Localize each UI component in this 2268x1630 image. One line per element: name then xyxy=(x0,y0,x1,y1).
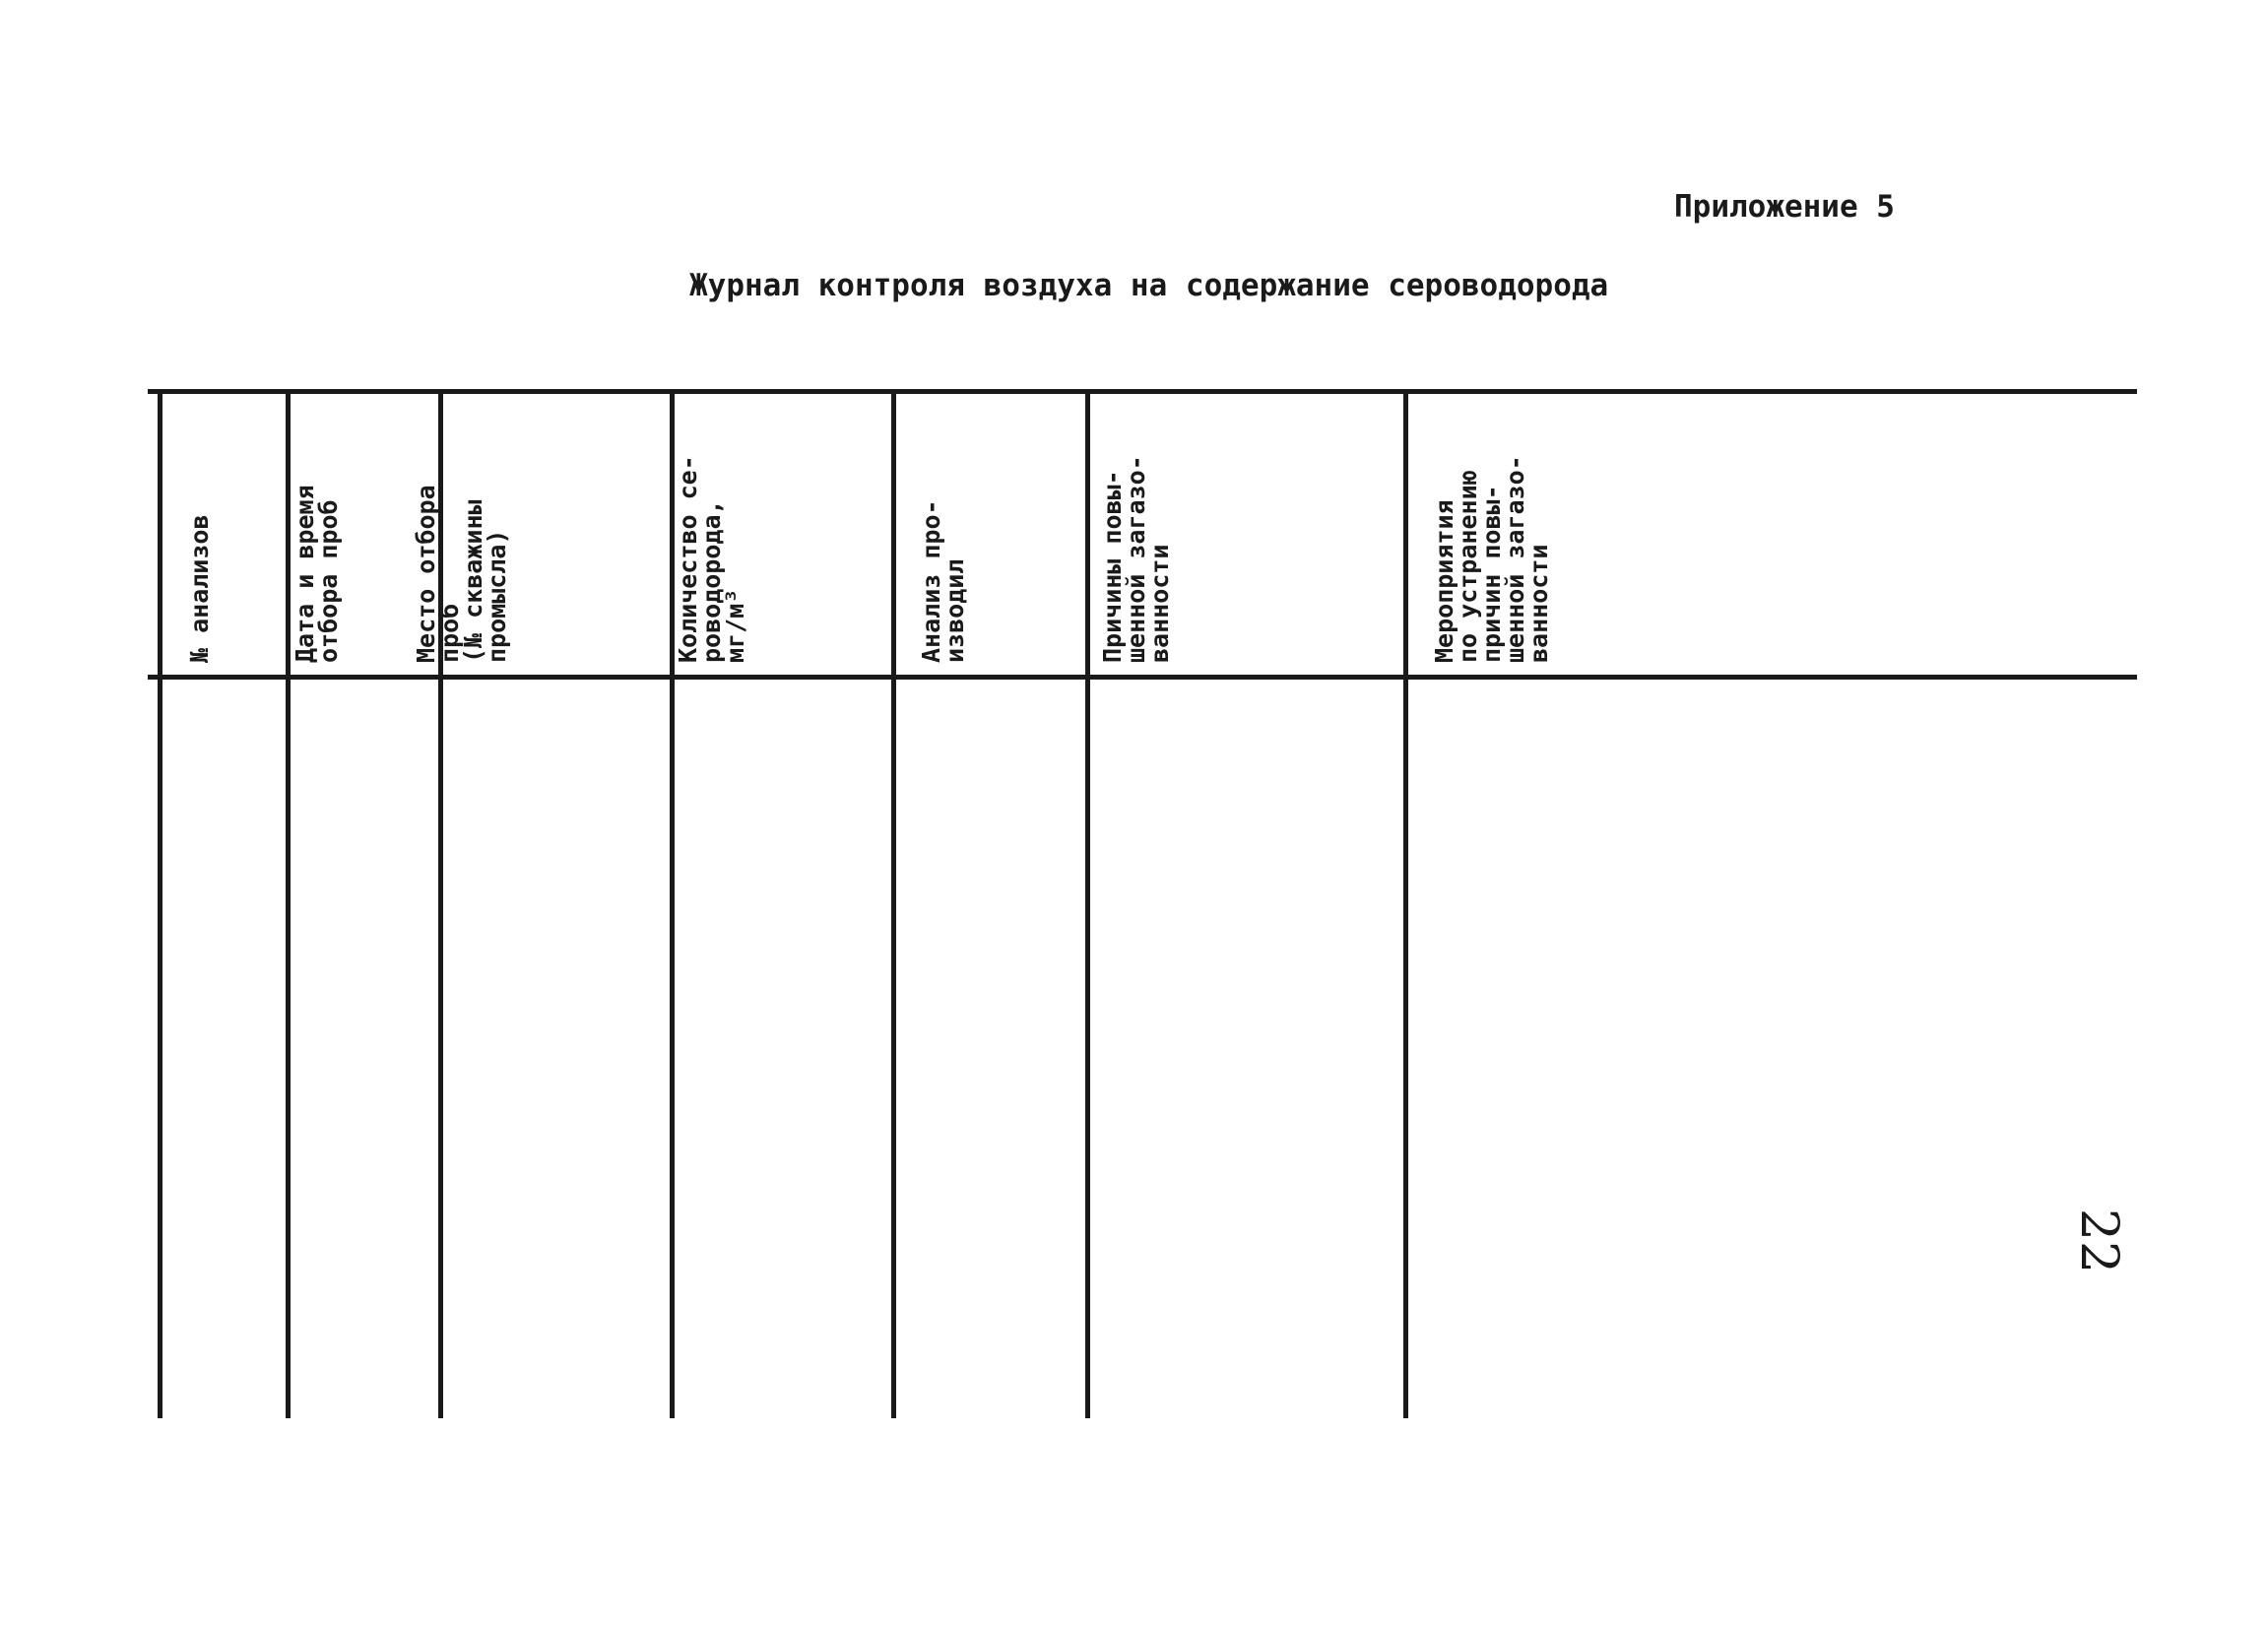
column-header-analyst xyxy=(896,397,1085,673)
header-line: Дата и время xyxy=(291,485,319,663)
header-line: шенной загазо- xyxy=(1122,455,1150,663)
header-line: Мероприятия xyxy=(1430,499,1458,663)
header-line: Количество се- xyxy=(674,455,702,663)
header-line: роводорода, xyxy=(697,499,726,663)
column-header-h2s-amount xyxy=(675,397,891,673)
header-line: ванности xyxy=(1145,544,1174,663)
header-line: шенной загазо- xyxy=(1501,455,1529,663)
document-title: Журнал контроля воздуха на содержание сероводорода xyxy=(689,268,1609,303)
journal-table xyxy=(148,389,2137,1418)
header-line: причин повы- xyxy=(1477,485,1506,663)
header-line: изводил xyxy=(940,558,969,663)
header-line: Место отбора xyxy=(412,485,440,663)
header-line: Анализ про- xyxy=(917,499,945,663)
appendix-label: Приложение 5 xyxy=(1674,189,1895,225)
header-line: № анализов xyxy=(185,514,214,663)
page-number: 22 xyxy=(2069,1207,2129,1274)
header-line: по устранению xyxy=(1454,470,1482,663)
header-line: мг/м³ xyxy=(721,588,749,663)
header-line: Причины повы- xyxy=(1098,470,1127,663)
column-header-sampling-place xyxy=(412,397,670,673)
table-header-divider xyxy=(148,675,2137,680)
column-header-measures xyxy=(1408,397,2137,673)
header-line: проб xyxy=(435,603,464,663)
column-header-analysis-number xyxy=(162,397,286,673)
header-line: промысла) xyxy=(483,529,511,663)
header-line: ванности xyxy=(1524,544,1553,663)
header-line: отбора проб xyxy=(314,499,343,663)
table-top-border xyxy=(148,389,2137,394)
header-line: (№ скважины xyxy=(459,499,487,663)
column-header-gas-causes xyxy=(1090,397,1403,673)
